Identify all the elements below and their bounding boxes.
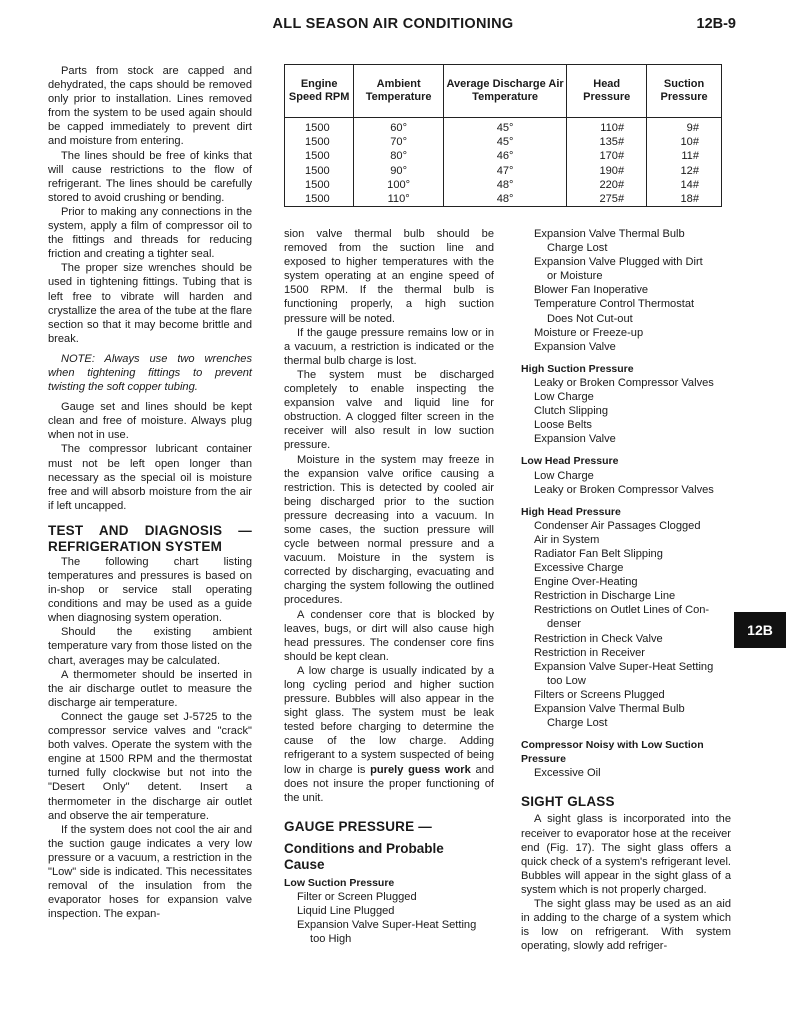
paragraph (284, 664, 494, 805)
list-item-continuation: Charge Lost (547, 242, 608, 255)
page-header-title: ALL SEASON AIR CONDITIONING (272, 16, 514, 32)
list-item: Loose Belts (534, 419, 592, 432)
list-item: Expansion Valve (534, 340, 616, 353)
table-cell: 80° (354, 149, 444, 163)
paragraph: The proper size wrenches should be used in tightening fittings. Tubing that is left free to vibrate will harden and crystallize the area of the tube at the flare section so that it may become brittle and break. (48, 262, 252, 345)
list-item: Restriction in Discharge Line (534, 590, 676, 603)
paragraph: The following chart listing temperatures and pressures is based on in-shop or service stall operating conditions and may be used as a guide when diagnosing system operation. (48, 555, 252, 625)
table-cell: 9# (647, 118, 722, 136)
list-item: Liquid Line Plugged (297, 905, 395, 918)
table-row (285, 178, 722, 192)
list-item: Low Charge (534, 469, 594, 482)
list-item: Leaky or Broken Compressor Valves (534, 376, 714, 389)
list-item: Air in System (534, 533, 600, 546)
table-cell: 1500 (285, 135, 354, 149)
list-item-continuation: Does Not Cut-out (547, 312, 633, 325)
paragraph: Connect the gauge set J-5725 to the compressor service valves and "crack" both valves. Operate the system with the engine at 1500 RPM and the thermostat turned fully clockwise but not into the "Desert Only" detent. Insert a thermometer in the discharge air outlet and observe the air temperature. (48, 710, 252, 822)
table-header-cell: Average Discharge Air Temperature (443, 65, 566, 118)
paragraph: The system must be discharged completely to enable inspecting the expansion valve and liquid line for obstruction. A clogged filter screen in the receiver will also result in low suction pressure. (284, 368, 494, 452)
paragraph: A sight glass is incorporated into the receiver to evaporator hose at the receiver end (Fig. 17). The sight glass offers a quick check of a system's refrigerant level. Bubbles will appear in the sight glass of a system which is not properly charged. (521, 813, 731, 896)
table-cell: 48° (443, 192, 566, 207)
table-header-cell: Ambient Temperature (354, 65, 444, 118)
paragraph: If the gauge pressure remains low or in a vacuum, a restriction is indicated or the thermal bulb charge is lost. (284, 326, 494, 367)
table-body (285, 118, 722, 207)
page-number: 12B-9 (696, 16, 736, 32)
paragraph: The sight glass may be used as an aid in adding to the charge of a system which is low on refrigerant. With system operating, slowly add refriger- (521, 898, 731, 953)
list-item: Restriction in Check Valve (534, 632, 663, 645)
paragraph: sion valve thermal bulb should be removed from the suction line and exposed to higher temperatures with the system operating at an engine speed of 1500 RPM. If the thermal bulb is functioning properly, a high suction pressure will be noted. (284, 228, 494, 325)
paragraph: Should the existing ambient temperature vary from those listed on the chart, averages may be calculated. (48, 626, 252, 667)
list-item: Engine Over-Heating (534, 576, 638, 589)
list-item: Condenser Air Passages Clogged (534, 519, 701, 532)
list-item: Clutch Slipping (534, 405, 608, 418)
list-item: Expansion Valve Super-Heat Setting (534, 660, 714, 673)
paragraph: A thermometer should be inserted in the air discharge outlet to measure the discharge air temperature. (48, 668, 252, 709)
table-cell: 1500 (285, 178, 354, 192)
column-middle (284, 227, 494, 946)
table-row (285, 118, 722, 136)
table-cell: 12# (647, 164, 722, 178)
table-header-cell: Suction Pressure (647, 65, 722, 118)
table-header-cell: Head Pressure (567, 65, 647, 118)
table-cell: 1500 (285, 118, 354, 136)
list-item-continuation: too High (310, 933, 352, 946)
table-cell: 275# (567, 192, 647, 207)
paragraph: Prior to making any connections in the system, apply a film of compressor oil to the fittings and threads for reducing friction and creating a tighter seal. (48, 205, 252, 261)
table-cell: 1500 (285, 149, 354, 163)
table-cell: 11# (647, 149, 722, 163)
column-left (48, 64, 252, 921)
list-item: Expansion Valve Plugged with Dirt (534, 256, 703, 269)
condition-heading: Low Suction Pressure (284, 876, 395, 889)
table-cell: 135# (567, 135, 647, 149)
section-subheading: Conditions and Probable (284, 840, 444, 856)
table-cell: 14# (647, 178, 722, 192)
emphasis-text: purely guess work (370, 763, 471, 776)
table-cell: 190# (567, 164, 647, 178)
paragraph: If the system does not cool the air and the suction gauge indicates a very low pressure or a vacuum, a restriction in the "Low" side is indicated. This necessitates removal of the insulation from the evaporator hoses for expansion valve inspection. The expan- (48, 823, 252, 921)
table-cell: 45° (443, 118, 566, 136)
table-header-cell: Engine Speed RPM (285, 65, 354, 118)
list-item: Excessive Charge (534, 562, 624, 575)
list-item: Radiator Fan Belt Slipping (534, 547, 663, 560)
table-cell: 70° (354, 135, 444, 149)
section-subheading: Cause (284, 856, 325, 872)
list-item: Expansion Valve (534, 433, 616, 446)
paragraph: Gauge set and lines should be kept clean and free of moisture. Always plug when not in use. (48, 401, 252, 442)
table-row (285, 135, 722, 149)
condition-heading: High Suction Pressure (521, 362, 634, 375)
table-cell: 1500 (285, 164, 354, 178)
condition-heading: Low Head Pressure (521, 455, 619, 468)
paragraph: The compressor lubricant container must not be left open longer than necessary as the special oil is moisture free and will absorb moisture from the air if left uncapped. (48, 443, 252, 512)
table-cell: 90° (354, 164, 444, 178)
table-cell: 48° (443, 178, 566, 192)
list-item-continuation: denser (547, 618, 581, 631)
pressure-temperature-table (284, 64, 722, 207)
list-item-continuation: too Low (547, 674, 586, 687)
table-row (285, 149, 722, 163)
paragraph: Moisture in the system may freeze in the expansion valve orifice causing a restriction. This is detected by cooled air being discharged prior to the suction pressure decreasing into a vacuum. In some cases, the suction pressure will cycle between normal pressure and a vacuum. Moisture in the system is corrected by discharging, evacuating and charging the system following the outlined procedures. (284, 453, 494, 607)
table-cell: 110° (354, 192, 444, 207)
table-cell: 1500 (285, 192, 354, 207)
list-item: Excessive Oil (534, 767, 601, 780)
list-item: Leaky or Broken Compressor Valves (534, 483, 714, 496)
table-cell: 45° (443, 135, 566, 149)
table-row (285, 164, 722, 178)
column-right (521, 227, 731, 953)
list-item: Filters or Screens Plugged (534, 688, 665, 701)
table-row (285, 192, 722, 207)
table-cell: 100° (354, 178, 444, 192)
list-item: Restriction in Receiver (534, 646, 645, 659)
section-heading-gauge-pressure: GAUGE PRESSURE — (284, 818, 432, 834)
table-cell: 10# (647, 135, 722, 149)
list-item-continuation: Charge Lost (547, 717, 608, 730)
table-cell: 220# (567, 178, 647, 192)
list-item: Filter or Screen Plugged (297, 890, 417, 903)
list-item: Expansion Valve Thermal Bulb (534, 228, 685, 240)
list-item: Expansion Valve Super-Heat Setting (297, 919, 477, 932)
list-item: Moisture or Freeze-up (534, 326, 644, 339)
text-span: and does not insure the proper functioning of the unit. (284, 763, 494, 804)
note-paragraph: NOTE: Always use two wrenches when tightening fittings to prevent twisting the soft copper tubing. (48, 352, 252, 394)
table-cell: 110# (567, 118, 647, 136)
table-cell: 18# (647, 192, 722, 207)
table-header-row (285, 65, 722, 118)
condition-heading: High Head Pressure (521, 505, 621, 518)
paragraph: A condenser core that is blocked by leaves, bugs, or dirt will also cause high head pressures. The condenser core fins should be kept clean. (284, 608, 494, 663)
list-item-continuation: or Moisture (547, 270, 603, 283)
list-item: Expansion Valve Thermal Bulb (534, 703, 685, 715)
section-heading-test-diagnosis: TEST AND DIAGNOSIS — REFRIGERATION SYSTEM (48, 522, 252, 554)
condition-heading: Compressor Noisy with Low Suction Pressure (521, 739, 704, 766)
table-cell: 60° (354, 118, 444, 136)
paragraph: The lines should be free of kinks that will cause restrictions to the flow of refrigerant. The lines should be carefully stored to avoid crushing or bending. (48, 149, 252, 204)
table-cell: 46° (443, 149, 566, 163)
section-heading-sight-glass: SIGHT GLASS (521, 794, 615, 810)
table-cell: 47° (443, 164, 566, 178)
list-item: Low Charge (534, 391, 594, 404)
list-item: Restrictions on Outlet Lines of Con- (534, 604, 710, 617)
text-span: A low charge is usually indicated by a long cycling period and higher suction pressure. Bubbles will also appear in the sight glass. The system must be leak tested before charging to determine the cause of the low charge. Adding refrigerant to a system suspected of being low in charge is (284, 664, 494, 776)
table-cell: 170# (567, 149, 647, 163)
paragraph: Parts from stock are capped and dehydrated, the caps should be removed only prior to installation. Lines removed from the system to be used again should be capped immediately to prevent dirt and moisture from entering. (48, 65, 252, 148)
list-item: Temperature Control Thermostat (534, 298, 695, 311)
section-tab-12b: 12B (734, 612, 786, 648)
list-item: Blower Fan Inoperative (534, 284, 649, 297)
